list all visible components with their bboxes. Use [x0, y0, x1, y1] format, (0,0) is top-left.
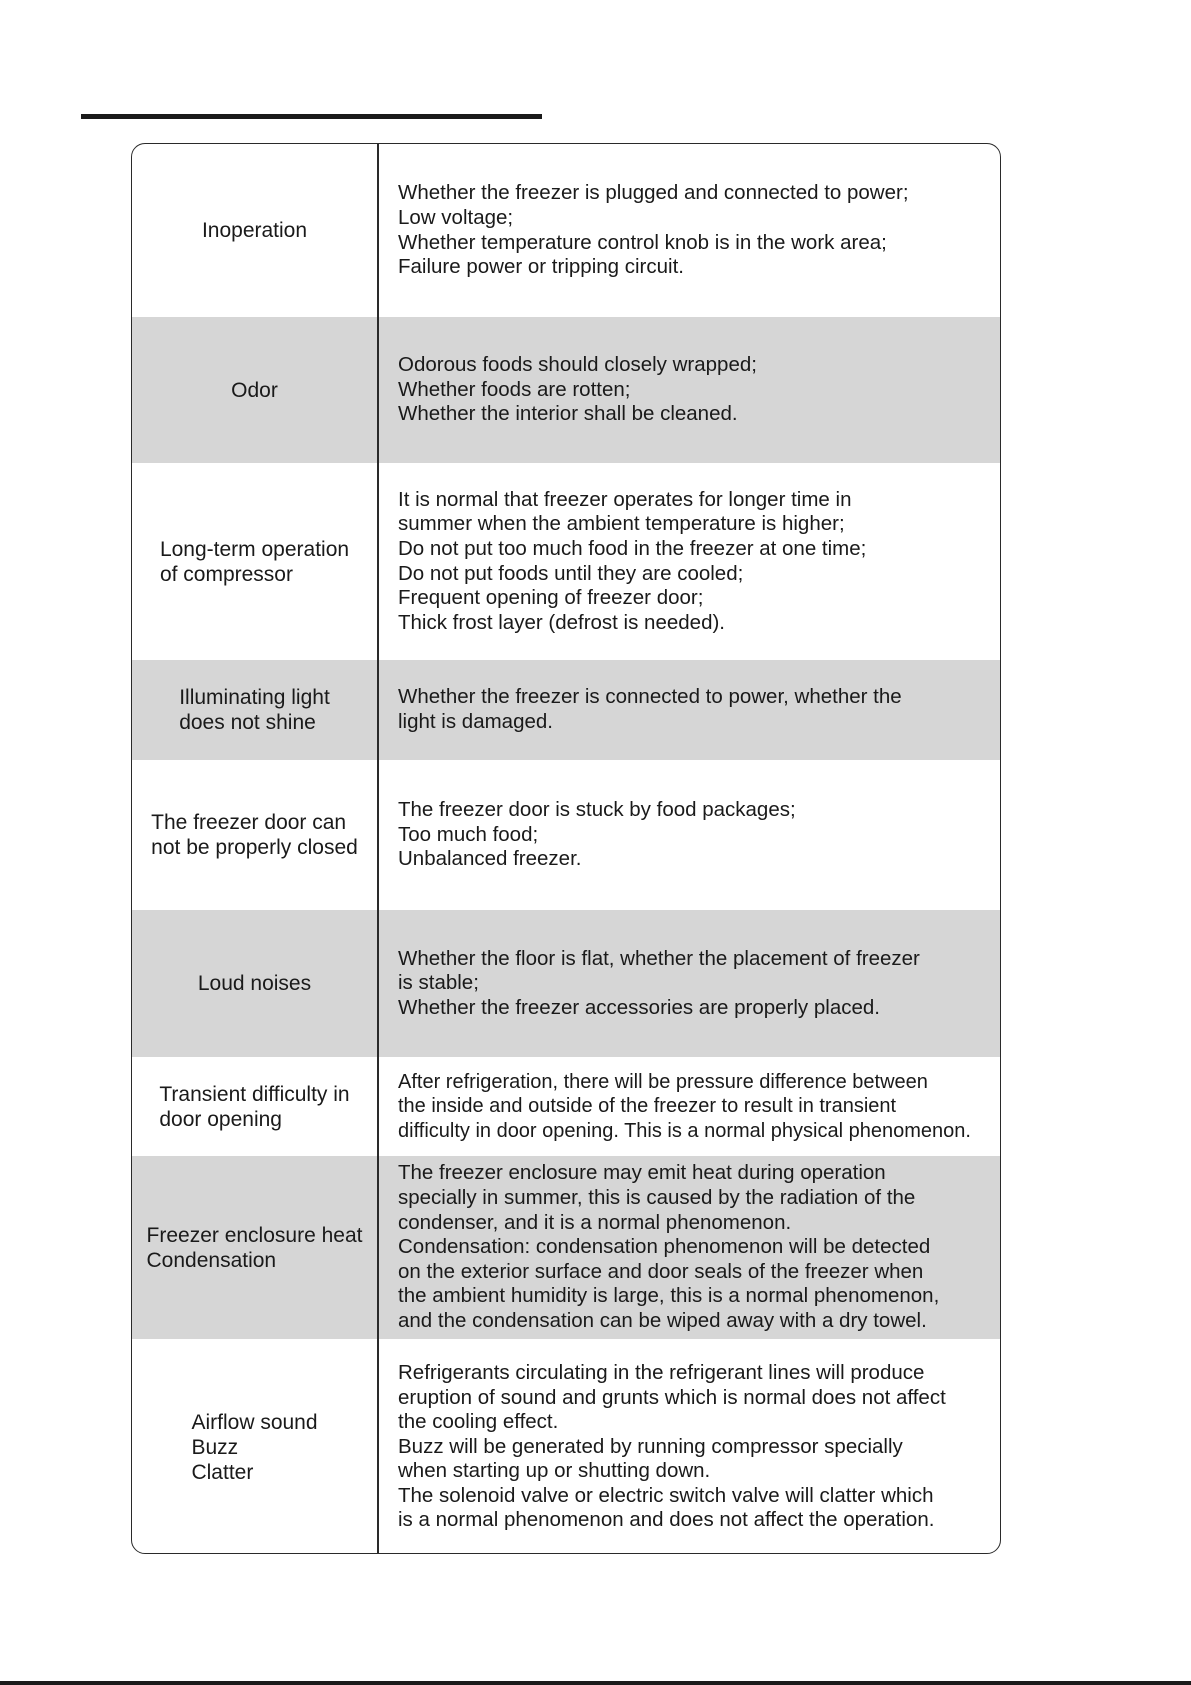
problem-label: The freezer door can not be properly closed	[151, 811, 358, 859]
solution-cell	[379, 760, 1000, 910]
solution-cell	[379, 144, 1000, 317]
solution-cell	[379, 317, 1000, 463]
table-row	[132, 760, 1000, 910]
header-rule	[81, 114, 542, 119]
solution-text: The freezer door is stuck by food packages; Too much food; Unbalanced freezer.	[398, 798, 796, 871]
solution-text: Whether the freezer is connected to power, whether the light is damaged.	[398, 685, 902, 733]
solution-cell	[379, 660, 1000, 760]
footer-rule	[0, 1681, 1191, 1685]
solution-cell	[379, 910, 1000, 1057]
problem-cell	[132, 660, 377, 760]
problem-label: Odor	[231, 378, 278, 402]
problem-cell	[132, 144, 377, 317]
problem-cell	[132, 910, 377, 1057]
troubleshooting-table	[131, 143, 1001, 1554]
table-row	[132, 1057, 1000, 1156]
column-divider	[377, 144, 379, 1553]
problem-label: Long-term operation of compressor	[159, 537, 350, 586]
solution-text: Refrigerants circulating in the refrigerant lines will produce eruption of sound and grunts which is normal does not affect the cooling effect. Buzz will be generated by running compressor specially when starting up or shutting down. The solenoid valve or electric switch valve will clatter which is a normal phenomenon and does not affect the operation.	[398, 1360, 946, 1532]
solution-cell	[379, 1057, 1000, 1156]
problem-label: Airflow sound Buzz Clatter	[191, 1410, 318, 1484]
problem-label: Illuminating light does not shine	[179, 686, 330, 734]
table-row	[132, 1339, 1000, 1554]
problem-cell	[132, 317, 377, 463]
solution-text: After refrigeration, there will be pressure difference between the inside and outside of the freezer to result in transient difficulty in door opening. This is a normal physical phenomenon.	[398, 1070, 971, 1142]
problem-label: Freezer enclosure heat Condensation	[146, 1223, 363, 1272]
problem-cell	[132, 760, 377, 910]
solution-text: It is normal that freezer operates for longer time in summer when the ambient temperature is higher; Do not put too much food in the freezer at one time; Do not put foods until they are cooled; Frequent opening of freezer door; Thick frost layer (defrost is needed).	[398, 487, 867, 634]
problem-cell	[132, 463, 377, 660]
table-row	[132, 660, 1000, 760]
solution-cell	[379, 1339, 1000, 1554]
table-row	[132, 144, 1000, 317]
problem-cell	[132, 1156, 377, 1339]
solution-cell	[379, 1156, 1000, 1339]
problem-label: Loud noises	[197, 972, 312, 995]
problem-label: Inoperation	[201, 219, 308, 242]
solution-text: Whether the freezer is plugged and connected to power; Low voltage; Whether temperature control knob is in the work area; Failure power or tripping circuit.	[398, 181, 909, 279]
solution-text: The freezer enclosure may emit heat during operation specially in summer, this is caused by the radiation of the condenser, and it is a normal phenomenon. Condensation: condensation phenomenon will be detected on the exterior surface and door seals of the freezer when the ambient humidity is large, this is a normal phenomenon, and the condensation can be wiped away with a dry towel.	[398, 1161, 940, 1332]
table-row	[132, 910, 1000, 1057]
problem-cell	[132, 1339, 377, 1554]
solution-text: Whether the floor is flat, whether the placement of freezer is stable; Whether the freezer accessories are properly placed.	[398, 946, 920, 1019]
solution-cell	[379, 463, 1000, 660]
table-row	[132, 1156, 1000, 1339]
table-row	[132, 317, 1000, 463]
problem-label: Transient difficulty in door opening	[159, 1082, 350, 1131]
solution-text: Odorous foods should closely wrapped; Whether foods are rotten; Whether the interior shall be cleaned.	[398, 353, 757, 426]
table-row	[132, 463, 1000, 660]
problem-cell	[132, 1057, 377, 1156]
